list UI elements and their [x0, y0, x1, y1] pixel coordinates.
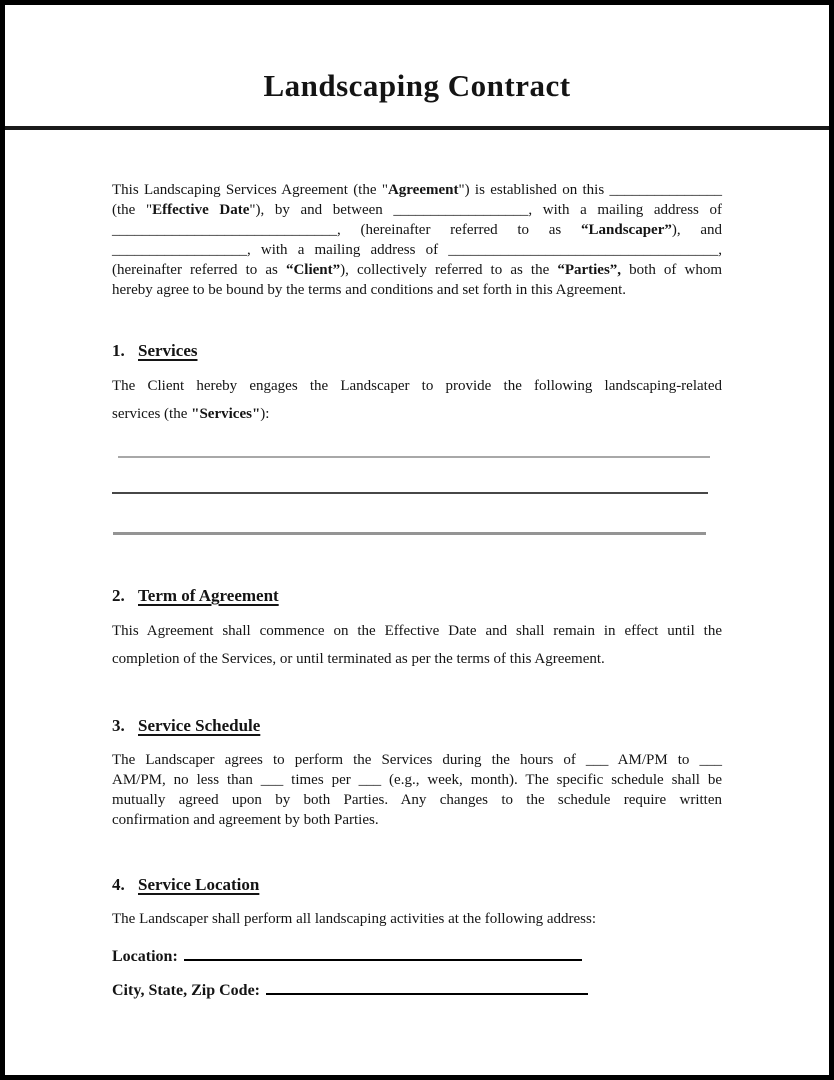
section-heading — [112, 585, 722, 607]
section-body — [112, 750, 722, 830]
text-run-bold: “Client” — [285, 262, 341, 279]
heading-title: Service Location — [138, 875, 260, 895]
section-body — [112, 372, 722, 428]
section-services — [112, 340, 722, 535]
document-title: Landscaping Contract — [263, 68, 571, 103]
paragraph-line — [112, 790, 722, 810]
text-run-bold: “Landscaper” — [581, 222, 672, 239]
text-run: AM/PM, no less than ___ times per ___ (e.g., week, month). The specific schedule shall be — [112, 772, 722, 789]
text-run-bold: Agreement — [387, 182, 459, 199]
paragraph-line — [112, 260, 722, 280]
text-run: services (the — [112, 406, 192, 423]
text-run: ") is established on this — [458, 182, 610, 199]
heading-number: 2. — [112, 586, 125, 606]
paragraph-line — [112, 400, 722, 428]
text-run: (the " — [112, 202, 153, 219]
text-run: The Client hereby engages the Landscaper to provide the following landscaping-related — [112, 378, 722, 395]
heading-number: 1. — [112, 341, 125, 361]
section-service-location — [112, 874, 722, 1000]
text-run: The Landscaper agrees to perform the Services during the hours of ___ AM/PM to ___ — [112, 752, 722, 769]
paragraph-line — [112, 909, 722, 929]
field-label-location: Location: — [112, 948, 178, 966]
section-body — [112, 617, 722, 673]
text-run: both of whom — [621, 262, 723, 279]
text-run: hereby agree to be bound by the terms and conditions and set forth in this Agreement. — [112, 282, 627, 299]
section-heading — [112, 874, 722, 896]
blank-write-line-1 — [118, 456, 710, 458]
paragraph-line — [112, 810, 722, 830]
section-body — [112, 909, 722, 929]
text-run: , — [718, 242, 722, 259]
paragraph-line — [112, 240, 722, 260]
field-row-city-state-zip — [112, 978, 722, 1000]
paragraph-line — [112, 280, 722, 300]
text-run: confirmation and agreement by both Parties. — [112, 812, 379, 829]
field-label-city-state-zip: City, State, Zip Code: — [112, 982, 260, 1000]
paragraph-line — [112, 645, 722, 673]
text-run: completion of the Services, or until terminated as per the terms of this Agreement. — [112, 651, 605, 668]
paragraph-line — [112, 200, 722, 220]
heading-number: 4. — [112, 875, 125, 895]
blank-write-line-3 — [113, 532, 706, 535]
text-run: ), and — [671, 222, 723, 239]
text-run: This Landscaping Services Agreement (the " — [112, 182, 388, 199]
section-heading — [112, 340, 722, 362]
text-run: ): — [260, 406, 270, 423]
paragraph-line — [112, 372, 722, 400]
heading-number: 3. — [112, 716, 125, 736]
section-heading — [112, 715, 722, 737]
paragraph-line — [112, 750, 722, 770]
text-run: , with a mailing address of — [247, 242, 449, 259]
text-run: , with a mailing address of — [528, 202, 723, 219]
text-run-bold: “Parties”, — [557, 262, 622, 279]
intro-paragraph — [112, 180, 722, 300]
blank-write-line-2 — [112, 492, 708, 494]
field-blank-line-city-state-zip — [266, 978, 588, 995]
text-run: The Landscaper shall perform all landscaping activities at the following address: — [112, 911, 597, 928]
section-service-schedule — [112, 715, 722, 830]
text-run: This Agreement shall commence on the Effective Date and shall remain in effect until the — [112, 623, 722, 640]
text-run: "), by and between — [249, 202, 394, 219]
text-run: , (hereinafter referred to as — [337, 222, 582, 239]
text-run-bold: Effective Date — [152, 202, 250, 219]
heading-title: Term of Agreement — [138, 586, 279, 606]
text-run: mutually agreed upon by both Parties. Any changes to the schedule require written — [112, 792, 722, 809]
paragraph-line — [112, 220, 722, 240]
paragraph-line — [112, 770, 722, 790]
text-run: (hereinafter referred to as — [112, 262, 286, 279]
field-blank-line-location — [184, 944, 582, 961]
heading-title: Service Schedule — [138, 716, 261, 736]
heading-title: Services — [138, 341, 198, 361]
text-run: ), collectively referred to as the — [340, 262, 558, 279]
fill-in-blank: ______________________________ — [112, 222, 337, 239]
field-row-location — [112, 944, 722, 966]
text-run-bold: "Services" — [191, 406, 261, 423]
paragraph-line — [112, 617, 722, 645]
title-rule — [0, 126, 834, 130]
section-term-of-agreement — [112, 585, 722, 673]
fill-in-blank: __________________ — [393, 202, 529, 219]
fill-in-blank: _______________ — [609, 182, 723, 199]
fill-in-blank: ____________________________________ — [448, 242, 719, 259]
fill-in-blank: __________________ — [112, 242, 247, 259]
page-content — [5, 180, 829, 1000]
paragraph-line — [112, 180, 722, 200]
